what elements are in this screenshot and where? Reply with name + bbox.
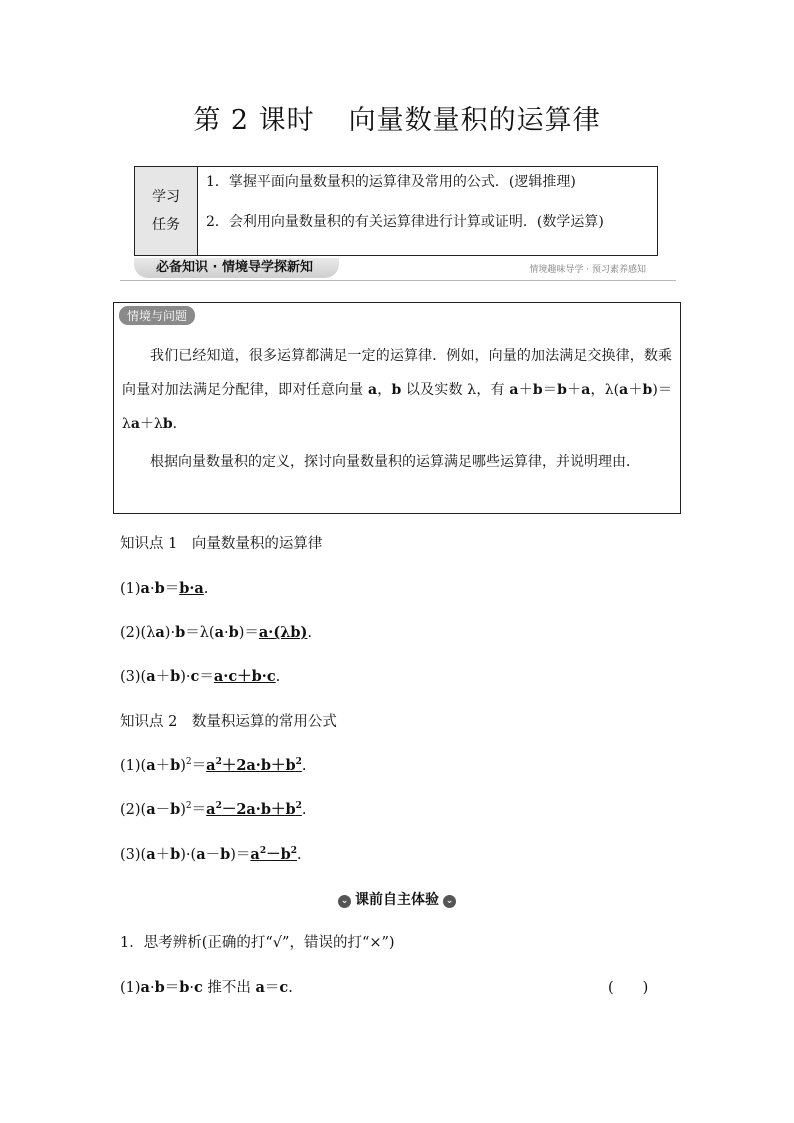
page-title — [0, 98, 794, 137]
formula-line: $(1)(a+b)^2=a^2+2a\cdot b+b^2$. — [120, 757, 307, 774]
task-item: 1．掌握平面向量数量积的运算律及常用的公式．(逻辑推理) — [206, 174, 576, 190]
knowledge-point-1: 知识点 1 向量数量积的运算律 — [120, 536, 323, 552]
learning-tasks-box — [134, 166, 658, 256]
pre-class-heading-text: 课前自主体验 — [355, 892, 439, 908]
title-lesson: 第 2 课时 — [193, 105, 315, 136]
chevron-down-icon: ⌄ — [338, 895, 351, 908]
task-item: 2．会利用向量数量积的有关运算律进行计算或证明．(数学运算) — [206, 214, 604, 230]
learning-tasks-label — [135, 167, 198, 255]
label-line-2: 任务 — [152, 217, 180, 233]
scenario-text: 我们已经知道，很多运算都满足一定的运算律．例如，向量的加法满足交换律，数乘向量对加法满足分配律，即对任意向量 — [122, 348, 672, 398]
pre-class-heading — [0, 889, 794, 909]
title-topic: 向量数量积的运算律 — [348, 105, 601, 136]
scenario-paragraph-2: 根据向量数量积的定义，探讨向量数量积的运算满足哪些运算律，并说明理由． — [150, 454, 640, 470]
formula-line: (1)a·b＝b·a. — [120, 580, 209, 597]
label-line-1: 学习 — [152, 189, 180, 205]
exercise-text: 推不出 — [207, 980, 251, 996]
exercise-title: 1．思考辨析(正确的打“√”，错误的打“×”) — [120, 935, 395, 951]
formula-line: (3)(a＋b)·c＝a·c＋b·c. — [120, 668, 281, 685]
knowledge-point-2: 知识点 2 数量积运算的常用公式 — [120, 714, 337, 730]
exercise-item: (1)a·b＝b·c 推不出 a＝c. — [120, 979, 293, 996]
learning-tasks-list — [198, 167, 657, 255]
answer-blank[interactable]: ( ) — [608, 980, 649, 996]
chevron-down-icon: ⌄ — [443, 895, 456, 908]
scenario-badge: 情境与问题 — [119, 306, 195, 325]
scenario-text: 以及实数 λ，有 — [401, 382, 510, 398]
section-subtitle: 情境趣味导学 · 预习素养感知 — [529, 265, 646, 275]
formula-line: (2)(λa)·b＝λ(a·b)＝a·(λb). — [120, 624, 312, 641]
formula-line: $(2)(a-b)^2=a^2-2a\cdot b+b^2$. — [120, 801, 307, 818]
scenario-box — [113, 302, 681, 514]
scenario-paragraph-1: 我们已经知道，很多运算都满足一定的运算律．例如，向量的加法满足交换律，数乘向量对加法满足分配律，即对任意向量 a，b 以及实数 λ，有 a＋b＝b＋a，λ(a＋b)＝λa＋λb． — [122, 348, 673, 432]
section-band — [120, 258, 676, 281]
formula-line: $(3)(a+b)\cdot(a-b)=a^2-b^2$. — [120, 846, 302, 863]
section-tab: 必备知识 · 情境导学探新知 — [134, 258, 339, 278]
